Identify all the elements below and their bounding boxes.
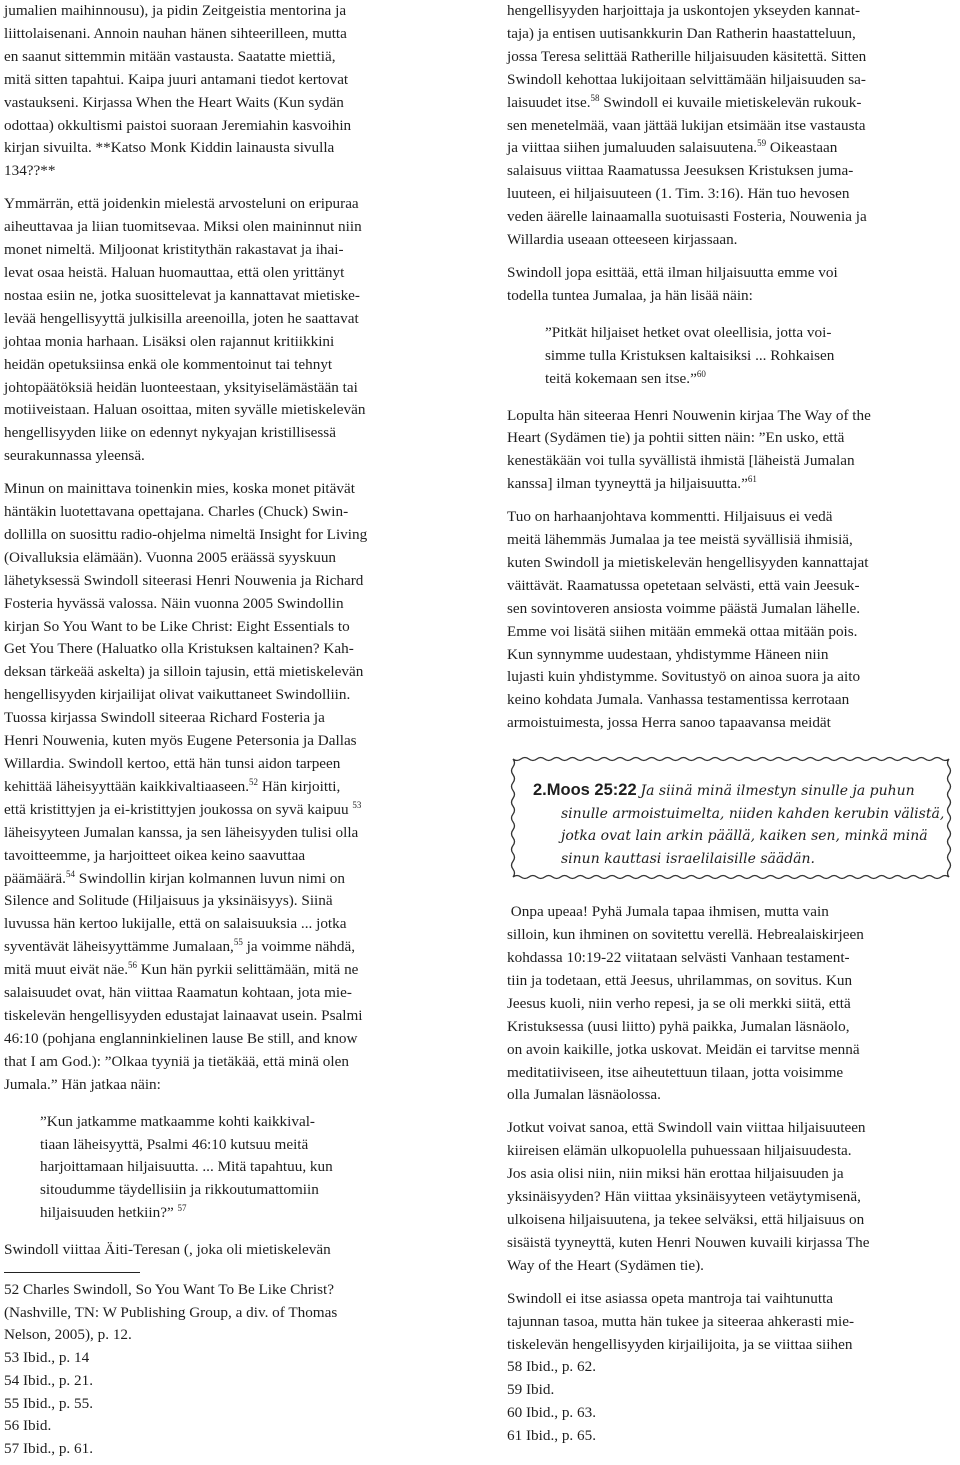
line-with-footnote-54: päämäärä.$^{54}$ Swindollin kirjan kolmannen luvun nimi on (4, 868, 345, 887)
footnote-55: 55 Ibid., p. 55. (4, 1394, 94, 1412)
bible-reference: 2.Moos 25:22 (533, 781, 637, 800)
left-paragraph-4: Swindoll viittaa Äiti-Teresan (, joka oli mietiskelevän (4, 1241, 331, 1259)
line-with-footnote-61: kanssa] ilman tyyneyttä ja hiljaisuutta.”$^{61}$ (507, 474, 757, 493)
right-paragraph-4: Tuo on harhaanjohtava kommentti. Hiljaisuus ei vedä meitä lähemmäs Jumalaa ja tee meistä syvällisiä ihmisiä, kuten Swindoll ja mietiskelevän hengellisyyden kannattajat väittävät. Raamatussa opetetaan selvästi, että vain Jeesuk- sen sovintoveren ansiosta voimme päästä Jumalan lähelle. Emme voi lisätä siihen mitään emmekä ottaa mitään pois. Kun synnymme uudestaan, yhdistymme Häneen niin lujasti kuin yhdistymme. Sovitustyö on ainoa suora ja aito keino kohdata Jumala. Vanhassa testamentissa kerrotaan armoistuimesta, jossa Herra sanoo tapaavansa meidät (507, 508, 869, 732)
quote-line-with-footnote-57: hiljaisuuden hetkiin?” $^{57}$ (40, 1203, 187, 1222)
line-with-footnote-56: mitä muut eivät näe.$^{56}$ Kun hän pyrkii selittämään, mitä ne (4, 960, 359, 979)
footnote-52-cont: Nelson, 2005), p. 12. (4, 1326, 132, 1344)
footnote-60: 60 Ibid., p. 63. (507, 1403, 597, 1421)
footnote-58: 58 Ibid., p. 62. (507, 1358, 597, 1376)
line-with-footnote-55: syventävät läheisyyttämme Jumalaan,$^{55}$ ja voimme nähdä, (4, 937, 356, 956)
left-paragraph-2: Ymmärrän, että joidenkin mielestä arvosteluni on eripuraa aiheuttavaa ja liian tuomitsevaa. Miksi olen maininnut niin monet nimeltä. Miljoonat kristitythän rakastavat ja ihai- levat osaa heistä. Haluan huomauttaa, että olen yrittänyt nostaa esiin ne, jotka suosittelevat ja kannattavat mietiske- levää hengellisyyttä julkisilla areenoilla, joten he saattavat johtaa monia harhaan. Lisäksi olen rajannut kritiikkini heidän opetuksiinsa enkä ole kommentoinut tai tehnyt johtopäätöksiä heidän luonteestaan, yksityiselämästään tai motiiveistaan. Haluan osoittaa, miten syvälle mietiskelevän hengellisyyden liike on edennyt nykyajan kristillisessä seurakunnassa yleensä. (4, 195, 366, 465)
footnote-ref-61: 61 (747, 474, 757, 485)
footnote-ref-54: 54 (65, 868, 75, 879)
footnote-ref-55: 55 (233, 937, 243, 948)
footnote-ref-53: 53 (352, 799, 362, 810)
footnote-61: 61 Ibid., p. 65. (507, 1426, 597, 1444)
left-footnotes (4, 1279, 452, 1461)
line-with-footnote-52: kehittää läheisyyttään kaikkivaltiaaseen.$^{52}$ Hän kirjoitti, (4, 776, 341, 795)
footnote-ref-57: 57 (177, 1203, 187, 1214)
right-paragraph-5: Onpa upeaa! Pyhä Jumala tapaa ihmisen, mutta vain silloin, kun ihminen on sovitettu verellä. Hebrealaiskirjeen kohdassa 10:19-22 viitataan selvästi Vanhaan testament- tiin ja todetaan, että Jeesus, uhrilammas, on sovitus. Kun Jeesus kuoli, niin verho repesi, ja se oli merkki siitä, että Kristuksessa (uusi liitto) pyhä paikka, Jumalan läsnäolo, on avoin kaikille, jotka uskovat. Meidän ei tarvitse mennä meditatiiviseen, itse aiheutettuun tilaan, jotta voisimme olla Jumalan läsnäolossa. (507, 903, 864, 1104)
footnote-59: 59 Ibid. (507, 1381, 555, 1399)
line-with-footnote-53: että kristittyjen ja ei-kristittyjen joukossa on syvä kaipuu $^{53}$ (4, 799, 362, 818)
left-paragraph-3: Minun on mainittava toinenkin mies, koska monet pitävät häntäkin luotettavana opettajana. Charles (Chuck) Swin- dollilla on suosittu radio-ohjelma nimeltä Insight for Living (Oivalluksia elämään). Vuonna 2005 eräässä syyskuun lähetyksessä Swindoll siteerasi Henri Nouwenia ja Richard Fosteria hyvässä valossa. Näin vuonna 2005 Swindollin kirjan So You Want to be Like Christ: Eight Essentials to Get You There (Haluatko olla Kristuksen kaltainen? Kah- deksan tärkeää askelta) ja silloin tajusin, että mietiskelevän hengellisyyden kirjailijat olivat vaikuttaneet Swindolliin. Tuossa kirjassa Swindoll siteeraa Richard Fosteria ja Henri Nouwenia, kuten myös Eugene Petersonia ja Dallas Willardia. Swindoll kertoo, että hän tunsi aidon tarpeen kehittää läheisyyttään kaikkivaltiaaseen.$^{52}$ Hän kirjoitti, että kristittyjen ja ei-kristittyjen joukossa on syvä kaipuu $^{53}$ läheisyyteen Jumalan kanssa, ja sen läheisyyden tulisi olla tavoitteemme, ja harjoitteet oikea keino saavuttaa päämäärä.$^{54}$ Swindollin kirjan kolmannen luvun nimi on Silence and Solitude (Hiljaisuus ja yksinäisyys). Siinä luvussa hän kertoo lukijalle, että on salaisuuksia ... jotka syventävät läheisyyttämme Jumalaan,$^{55}$ ja voimme nähdä, mitä muut eivät näe.$^{56}$ Kun hän pyrkii selittämään, mitä ne salaisuudet ovat, hän viittaa Raamatun kohtaan, jota mie- tiskelevän hengellisyyden edustajat lainaavat usein. Psalmi 46:10 (pohjana englanninkielinen lause Be still, and know that I am God.): ”Olkaa tyyniä ja tietäkää, että minä olen Jumala.” Hän jatkaa näin: (4, 478, 452, 1096)
bible-verse-box (507, 753, 955, 883)
left-block-quote: ”Kun jatkamme matkaamme kohti kaikkival- tiaan läheisyyttä, Psalmi 46:10 kutsuu meitä harjoittamaan hiljaisuutta. ... Mitä tapahtuu, kun sitoudumme täydellisiin ja rikkoutumattomiin hiljaisuuden hetkiin?” $^{57}$ (4, 1111, 452, 1226)
footnote-divider (4, 1272, 140, 1273)
right-column (507, 0, 955, 1447)
right-paragraph-2: Swindoll jopa esittää, että ilman hiljaisuutta emme voi todella tuntea Jumalaa, ja hän lisää näin: (507, 263, 838, 304)
left-column (4, 0, 452, 1461)
footnote-54: 54 Ibid., p. 21. (4, 1371, 94, 1389)
line-with-footnote-58: laisuudet itse.$^{58}$ Swindoll ei kuvaile mietiskelevän rukouk- (507, 92, 862, 111)
footnote-ref-59: 59 (757, 138, 767, 149)
right-paragraph-3: Lopulta hän siteeraa Henri Nouwenin kirjaa The Way of the Heart (Sydämen tie) ja pohtii sitten näin: ”En usko, että kenestäkään voi tulla syvällistä ihmistä [läheistä Jumalan kanssa] ilman tyyneyttä ja hiljaisuutta.”$^{61}$ (507, 405, 955, 497)
right-paragraph-1: hengellisyyden harjoittaja ja uskontojen ykseyden kannat- taja) ja entisen uutisankkurin Dan Ratherin haastatteluun, jossa Teresa selittää Ratherille hiljaisuuden käsitettä. Sitten Swindoll kehottaa lukijoitaan selvittämään hiljaisuuden sa- laisuudet itse.$^{58}$ Swindoll ei kuvaile mietiskelevän rukouk- sen menetelmää, vaan jättää lukijan etsimään itse vastausta ja viittaa siihen jumaluuden salaisuutena.$^{59}$ Oikeastaan salaisuus viittaa Raamatussa Jeesuksen Kristuksen juma- luuteen, ei hiljaisuuteen (1. Tim. 3:16). Hän tuo hevosen veden äärelle lainaamalla suotuisasti Fosteria, Nouwenia ja Willardia useaan otteeseen kirjassaan. (507, 0, 955, 252)
footnote-ref-58: 58 (590, 92, 600, 103)
footnote-57: 57 Ibid., p. 61. (4, 1439, 94, 1457)
right-block-quote: ”Pitkät hiljaiset hetket ovat oleellisia, jotta voi- simme tulla Kristuksen kaltaisiksi ... Rohkaisen teitä kokemaan sen itse.”$^{60}$ (507, 322, 955, 391)
bible-verse-text: 2.Moos 25:22 Ja siinä minä ilmestyn sinulle ja puhun sinulle armoistuimelta, niiden kahden kerubin välistä, jotka ovat lain arkin päällä, kaiken sen, minkä minä sinun kauttasi israelilaisille säädän. (533, 781, 945, 867)
footnote-53: 53 Ibid., p. 14 (4, 1349, 90, 1367)
right-paragraph-6: Jotkut voivat sanoa, että Swindoll vain viittaa hiljaisuuteen kiireisen elämän ulkopuolella puhuessaan hiljaisuudesta. Jos asia olisi niin, niin miksi hän erottaa hiljaisuuden ja yksinäisyyden? Hän viittaa yksinäisyyteen vetäytymisenä, ulkoisena hiljaisuutena, ja tekee selväksi, että hiljaisuus on sisäistä tyyneyttä, kuten Henri Nouwen kuvaili kirjassa The Way of the Heart (Sydämen tie). (507, 1119, 870, 1274)
footnote-52: 52 Charles Swindoll, So You Want To Be Like Christ? (4, 1281, 335, 1299)
right-paragraph-7: Swindoll ei itse asiassa opeta mantroja tai vaihtunutta tajunnan tasoa, mutta hän tukee ja siteeraa ahkerasti mie- tiskelevän hengellisyyden kirjailijoita, ja se viittaa siihen (507, 1289, 855, 1353)
quote-line-with-footnote-60: teitä kokemaan sen itse.”$^{60}$ (545, 368, 706, 387)
footnote-56: 56 Ibid. (4, 1417, 52, 1435)
footnote-ref-60: 60 (696, 368, 706, 379)
footnote-52-cont: (Nashville, TN: W Publishing Group, a div. of Thomas (4, 1303, 338, 1321)
right-footnotes (507, 1356, 955, 1447)
line-with-footnote-59: ja viittaa siihen jumaluuden salaisuutena.$^{59}$ Oikeastaan (507, 138, 838, 157)
footnote-ref-52: 52 (249, 776, 259, 787)
left-paragraph-1: jumalien maihinnousu), ja pidin Zeitgeistia mentorina ja liittolaisenani. Annoin nauhan hänen sihteerilleen, mutta en saanut sittemmin mitään vastausta. Saatatte miettiä, mitä sitten tapahtui. Kaipa juuri antamani tiedot kertovat vastaukseni. Kirjassa When the Heart Waits (Kun sydän odottaa) okkultismi paistoi suoraan Jeremiahin kasvoihin kirjan sivuilta. **Katso Monk Kiddin lainausta sivulla 134??** (4, 2, 352, 180)
footnote-ref-56: 56 (128, 960, 137, 971)
